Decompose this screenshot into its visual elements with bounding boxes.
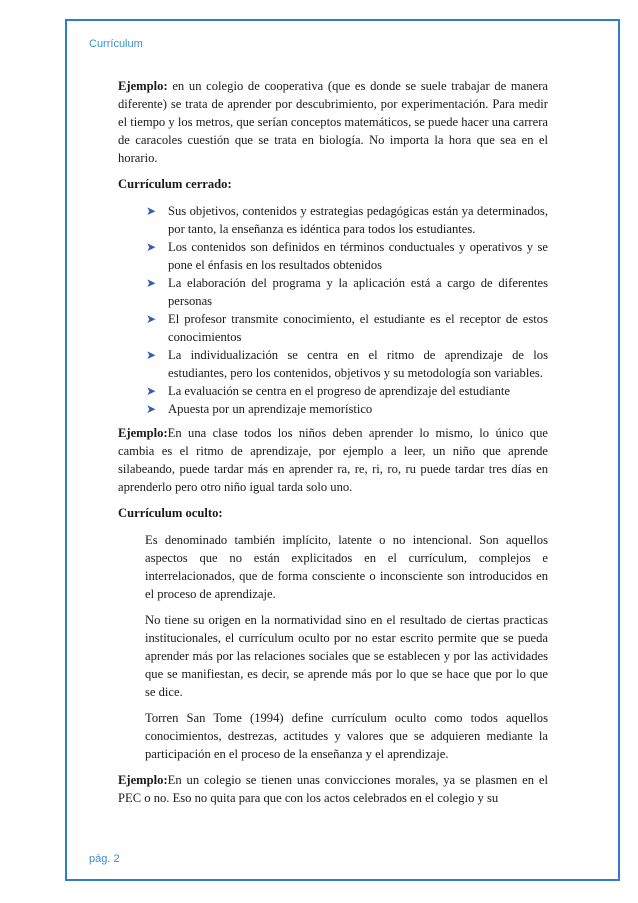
list-item-text: Los contenidos son definidos en términos conductuales y operativos y se pone el énfasis en los resultados obtenidos (168, 240, 548, 272)
list-item-text: Sus objetivos, contenidos y estrategias pedagógicas están ya determinados, por tanto, la enseñanza es idéntica para todos los estudiantes. (168, 204, 548, 236)
example-paragraph-2 (118, 424, 548, 496)
section-heading-hidden-curriculum: Currículum oculto: (118, 506, 223, 520)
hidden-paragraph-1: Es denominado también implícito, latente o no intencional. Son aquellos aspectos que no están explicitados en el currículum, complejos e interrelacionados, que de forma consciente o inconsciente son introducidos en el proceso de aprendizaje. (145, 533, 548, 601)
hidden-paragraph-3: Torren San Tome (1994) define currículum oculto como todos aquellos conocimientos, destrezas, actitudes y valores que se adquieren mediante la participación en el proceso de la enseñanza y el aprendizaje. (145, 711, 548, 761)
list-item-text: La evaluación se centra en el progreso de aprendizaje del estudiante (168, 384, 510, 398)
list-item (146, 400, 548, 418)
page-header: Currículum (89, 38, 143, 50)
list-item (146, 202, 548, 238)
section-heading-closed-curriculum: Currículum cerrado: (118, 177, 232, 191)
arrow-bullet-icon: ➤ (146, 402, 157, 416)
arrow-bullet-icon: ➤ (146, 204, 157, 218)
arrow-bullet-icon: ➤ (146, 276, 157, 290)
example-label: Ejemplo: (118, 773, 168, 787)
hidden-curriculum-body (118, 531, 548, 763)
example-label: Ejemplo: (118, 426, 168, 440)
list-item-text: El profesor transmite conocimiento, el estudiante es el receptor de estos conocimientos (168, 312, 548, 344)
list-item (146, 310, 548, 346)
list-item-text: Apuesta por un aprendizaje memorístico (168, 402, 373, 416)
example-paragraph-1 (118, 77, 548, 167)
arrow-bullet-icon: ➤ (146, 348, 157, 362)
closed-curriculum-list (118, 202, 548, 418)
arrow-bullet-icon: ➤ (146, 384, 157, 398)
list-item (146, 238, 548, 274)
example-label: Ejemplo: (118, 79, 168, 93)
hidden-paragraph-2: No tiene su origen en la normatividad sino en el resultado de ciertas practicas institucionales, el currículum oculto por no estar escrito permite que se pueda aprender más por las relaciones sociales que se establecen y por las actividades que se manifiestan, es decir, se aprende más por lo que se hace que por lo que se dice. (145, 613, 548, 699)
list-item (146, 382, 548, 400)
example-text: en un colegio de cooperativa (que es donde se suele trabajar de manera diferente) se trata de aprender por descubrimiento, por experimentación. Para medir el tiempo y los metros, que serían conceptos matemáticos, se puede hacer una carrera de caracoles cuestión que se trata en biología. No importa la hora que sea en el horario. (118, 79, 548, 165)
list-item-text: La elaboración del programa y la aplicación está a cargo de diferentes personas (168, 276, 548, 308)
arrow-bullet-icon: ➤ (146, 312, 157, 326)
example-text: En una clase todos los niños deben aprender lo mismo, lo único que cambia es el ritmo de aprendizaje, por ejemplo a leer, un niño que aprende silabeando, puede tardar más en aprender ra, re, ri, ro, ru puede tardar tres días en aprenderlo pero otro niño igual tarda solo uno. (118, 426, 548, 494)
arrow-bullet-icon: ➤ (146, 240, 157, 254)
page-number: pág. 2 (89, 853, 120, 865)
document-body (118, 77, 548, 815)
example-text: En un colegio se tienen unas convicciones morales, ya se plasmen en el PEC o no. Eso no quita para que con los actos celebrados en el colegio y su (118, 773, 548, 805)
list-item (146, 274, 548, 310)
example-paragraph-3 (118, 771, 548, 807)
list-item-text: La individualización se centra en el ritmo de aprendizaje de los estudiantes, pero los contenidos, objetivos y su metodología son variables. (168, 348, 548, 380)
list-item (146, 346, 548, 382)
